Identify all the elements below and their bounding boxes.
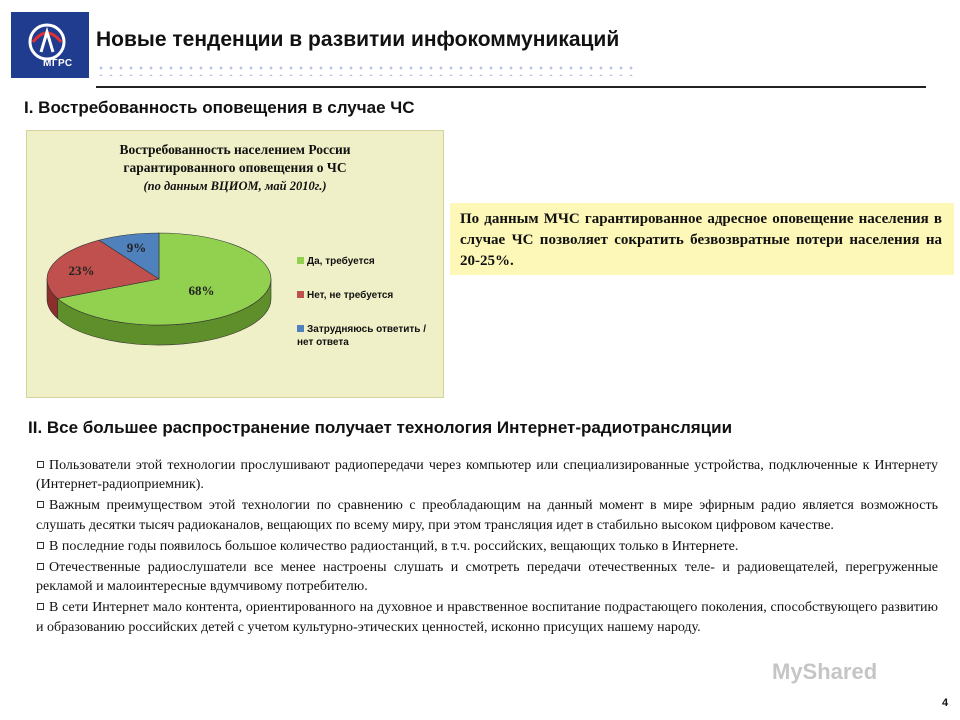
square-bullet-icon — [37, 501, 44, 508]
legend-swatch-yes — [297, 257, 304, 264]
legend-swatch-unsure — [297, 325, 304, 332]
pie-data-label: 68% — [188, 283, 215, 299]
section1-heading: I. Востребованность оповещения в случае ЧС — [24, 98, 415, 117]
logo — [11, 12, 89, 78]
decorative-dot-band — [96, 64, 636, 76]
bullet-list — [36, 456, 938, 639]
square-bullet-icon — [37, 542, 44, 549]
chart-title-line1: Востребованность населением России — [119, 142, 351, 157]
legend-item-yes — [297, 255, 437, 268]
square-bullet-icon — [37, 603, 44, 610]
legend-label-no: Нет, не требуется — [307, 290, 394, 301]
header-divider — [96, 86, 926, 88]
page-number: 4 — [942, 697, 949, 709]
section2-heading: II. Все большее распространение получает технология Интернет-радиотрансляции — [28, 418, 733, 437]
legend-item-unsure — [297, 323, 429, 349]
list-item: Отечественные радиослушатели все менее настроены слушать и смотреть передачи отечественных теле- и радиовещателей, перегруженные рекламой и малоинтересные вдумчивому потребителю. — [36, 560, 938, 595]
watermark: MyShared — [772, 659, 878, 684]
chart-title-line2: гарантированного оповещения о ЧС — [123, 160, 347, 175]
list-item: В сети Интернет мало контента, ориентированного на духовное и нравственное воспитание подрастающего поколения, способствующего развитию и образованию российских детей с учетом культурно-этических ценностей, исконно присущих нашему народу. — [36, 600, 938, 635]
page-title: Новые тенденции в развитии инфокоммуникаций — [96, 28, 620, 51]
list-item: Пользователи этой технологии прослушивают радиопередачи через компьютер или специализированные устройства, подключенные к Интернету (Интернет-радиоприемник). — [36, 458, 938, 493]
square-bullet-icon — [37, 563, 44, 570]
pie-data-label: 9% — [126, 240, 147, 256]
logo-text: МГРС — [43, 58, 73, 69]
legend-swatch-no — [297, 291, 304, 298]
legend-label-unsure: Затрудняюсь ответить / нет ответа — [297, 324, 426, 348]
pie-chart-panel — [26, 130, 444, 398]
list-item: В последние годы появилось большое количество радиостанций, в т.ч. российских, вещающих только в Интернете. — [36, 537, 938, 556]
list-item: Важным преимуществом этой технологии по сравнению с преобладающим на данный момент в мире эфирным радио является возможность слушать десятки тысяч радиоканалов, вещающих по всему миру, при этом трансляция идет в стабильно высоком цифровом качестве. — [36, 498, 938, 533]
legend-item-no — [297, 289, 437, 302]
square-bullet-icon — [37, 461, 44, 468]
pie-data-label: 23% — [68, 262, 95, 278]
mchs-note: По данным МЧС гарантированное адресное оповещение населения в случае ЧС позволяет сократить безвозвратные потери населения на 20-25%. — [450, 203, 954, 275]
chart-subtitle: (по данным ВЦИОМ, май 2010г.) — [143, 179, 327, 193]
legend-label-yes: Да, требуется — [307, 256, 375, 267]
